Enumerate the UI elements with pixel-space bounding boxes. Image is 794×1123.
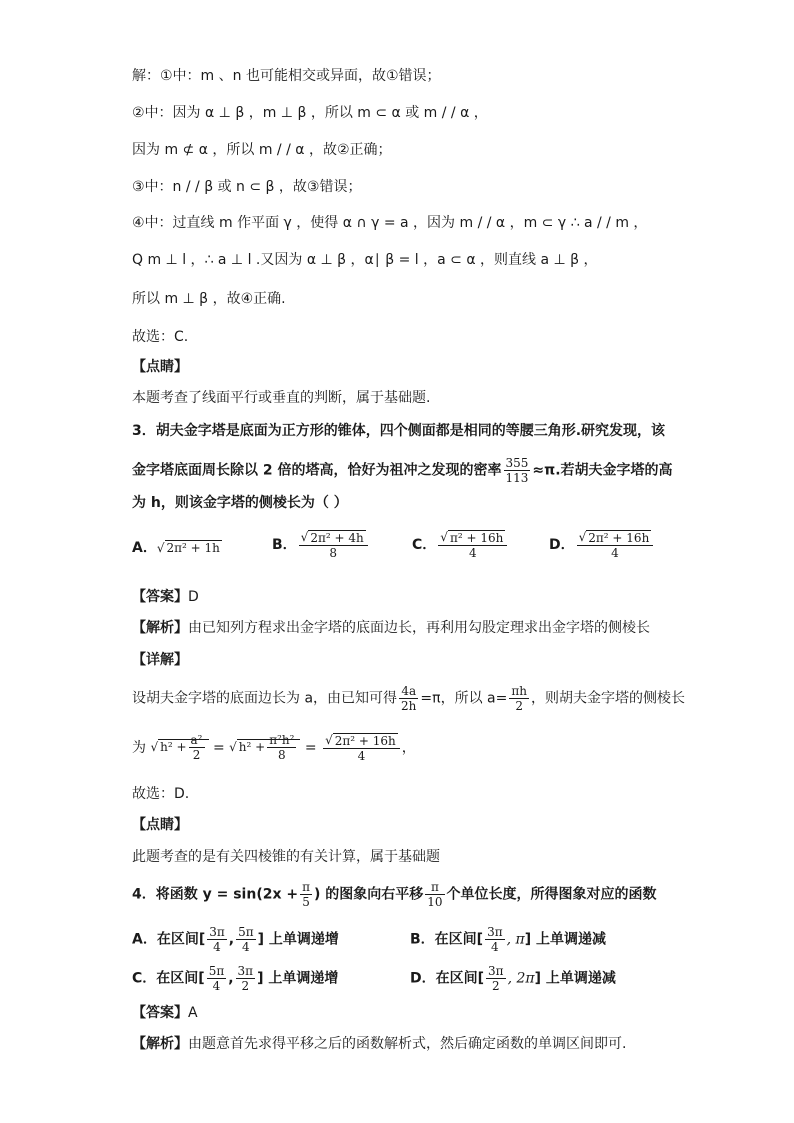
q4-option-a-label: A．在区间[ bbox=[132, 931, 206, 948]
q3-detail-f2-num: πh bbox=[511, 684, 527, 698]
q4-option-a-f1-num: 3π bbox=[209, 925, 225, 939]
q3-ratio-fraction bbox=[504, 456, 531, 485]
q3-stem-line-2 bbox=[132, 456, 673, 485]
q3-calc-r2-a: h² + bbox=[238, 740, 266, 755]
q3-option-b bbox=[272, 530, 370, 560]
q3-option-c-fraction: $\frac{\text{√ π² + 16h}}{4}$ bbox=[438, 530, 507, 560]
q4-analysis-text: 由题意首先求得平移之后的函数解析式，然后确定函数的单调区间即可. bbox=[188, 1036, 627, 1052]
q4-stem-f1-num: π bbox=[302, 880, 310, 894]
q4-analysis-line bbox=[132, 1034, 626, 1054]
solution-line-2: ②中：因为 α ⊥ β ，m ⊥ β ，所以 m ⊂ α 或 m / / α ， bbox=[132, 105, 488, 121]
q3-ratio-den: 113 bbox=[505, 471, 529, 485]
q3-detail-tag: 【详解】 bbox=[132, 652, 188, 668]
q4-option-b-text: ] 上单调递减 bbox=[524, 931, 606, 948]
q3-option-c bbox=[412, 530, 509, 560]
q3-detail-f2-den: 2 bbox=[515, 699, 523, 713]
q3-detail-line bbox=[132, 684, 685, 713]
q3-option-a-label: A． bbox=[132, 540, 157, 556]
q3-answer-tag: 【答案】 bbox=[132, 589, 188, 605]
q3-calc-r1-num: a² bbox=[190, 733, 203, 748]
solution-line-4: ③中：n / / β 或 n ⊂ β ，故③错误； bbox=[132, 179, 362, 195]
q4-option-d-label: D．在区间[ bbox=[410, 970, 485, 987]
q3-calc-eq-1: = bbox=[212, 739, 225, 756]
solution-line-1: 解：①中：m 、n 也可能相交或异面，故①错误； bbox=[132, 68, 441, 84]
q3-stem-text-a: 金字塔底面周长除以 2 倍的塔高，恰好为祖冲之发现的密率 bbox=[132, 462, 502, 479]
q3-option-c-num: π² + 16h bbox=[449, 530, 504, 545]
q3-note-heading: 【点睛】 bbox=[132, 817, 188, 833]
solution-line-5: ④中：过直线 m 作平面 γ ，使得 α ∩ γ = a ，因为 m / / α ，m ⊂ γ ∴ a / / m ， bbox=[132, 215, 648, 231]
q4-answer-value: A bbox=[188, 1005, 198, 1021]
q3-option-a-radicand: 2π² + 1h bbox=[166, 541, 220, 555]
q3-option-d-fraction: $\frac{\text{√ 2π² + 16h}}{4}$ bbox=[577, 530, 654, 560]
q3-detail-fraction-1 bbox=[399, 684, 418, 713]
note-text: 本题考查了线面平行或垂直的判断，属于基础题. bbox=[132, 390, 431, 406]
q4-stem bbox=[132, 880, 657, 909]
q4-option-d bbox=[410, 964, 616, 993]
q3-detail-fraction-2 bbox=[509, 684, 529, 713]
q4-option-b-f1-num: 3π bbox=[487, 925, 503, 939]
q4-option-b-f1-den: 4 bbox=[491, 940, 499, 954]
select-line: 故选：C. bbox=[132, 329, 189, 345]
q3-calc-r1-a: h² + bbox=[160, 740, 187, 755]
q4-option-d-text: ] 上单调递减 bbox=[534, 970, 616, 987]
q3-calc-result: $\frac{\text{√ 2π² + 16h}}{4}$ bbox=[323, 733, 400, 763]
q4-option-b-label: B．在区间[ bbox=[410, 931, 484, 948]
q3-calc-result-den: 4 bbox=[357, 748, 366, 763]
q3-option-c-den: 4 bbox=[468, 545, 477, 560]
q3-detail-text-b: =π，所以 a= bbox=[420, 690, 508, 707]
q3-stem-line-1: 3．胡夫金字塔是底面为正方形的锥体，四个侧面都是相同的等腰三角形.研究发现，该 bbox=[132, 423, 666, 439]
q3-calc-eq-2: = bbox=[304, 739, 317, 756]
q4-option-c-f2-num: 3π bbox=[237, 964, 254, 978]
q4-answer-tag: 【答案】 bbox=[132, 1005, 188, 1021]
q3-analysis-line bbox=[132, 618, 650, 638]
q3-option-d-num: 2π² + 16h bbox=[588, 530, 650, 545]
q4-option-d-tail: , 2π bbox=[507, 970, 535, 987]
q4-stem-f2-num: π bbox=[425, 880, 444, 895]
q3-calc-prefix: 为 bbox=[132, 739, 146, 756]
q4-option-c-f1-num: 5π bbox=[208, 964, 225, 978]
solution-line-3: 因为 m ⊄ α ，所以 m / / α ，故②正确； bbox=[132, 142, 392, 158]
q3-answer-line bbox=[132, 587, 199, 607]
q4-stem-b: ) 的图象向右平移 bbox=[313, 886, 424, 903]
q4-stem-fraction-1 bbox=[300, 880, 312, 909]
q3-calc-result-num: 2π² + 16h bbox=[334, 733, 396, 748]
q4-option-c-label: C．在区间[ bbox=[132, 970, 205, 987]
q3-calc-r2-num: π²h² bbox=[269, 733, 295, 748]
q3-select-line: 故选：D. bbox=[132, 786, 190, 802]
q4-option-a: A．在区间[ $\frac{3\pi}{4}$ , $\frac{5\pi}{4}$ ] 上单调递增 bbox=[132, 925, 339, 954]
q3-calc-root-1: √ h² + $\frac{\text{a²}}{2}$ bbox=[150, 733, 208, 762]
q3-detail-f1-num: 4a bbox=[399, 684, 418, 699]
q3-calc-r2-den: 8 bbox=[278, 748, 286, 763]
q3-detail-text-a: 设胡夫金字塔的底面边长为 a，由已知可得 bbox=[132, 690, 398, 707]
q4-option-a-f2-den: 4 bbox=[242, 940, 250, 954]
q4-option-c-f2-den: 2 bbox=[241, 979, 250, 993]
q4-stem-fraction-2 bbox=[425, 880, 444, 909]
q3-ratio-num: 355 bbox=[505, 456, 529, 470]
q4-option-c: C．在区间[ $\frac{5\pi}{4}$ , $\frac{3\pi}{2}$ ] 上单调递增 bbox=[132, 964, 339, 993]
q3-calc-root-2: √ h² + $\frac{\text{π²h²}}{8}$ bbox=[229, 733, 300, 762]
q4-analysis-tag: 【解析】 bbox=[132, 1036, 188, 1052]
q4-option-a-f2-num: 5π bbox=[238, 925, 254, 939]
q3-option-b-label: B． bbox=[272, 536, 297, 553]
q3-calc-end: ， bbox=[401, 739, 416, 756]
q4-option-c-text: ] 上单调递增 bbox=[257, 970, 339, 987]
q4-stem-f1-den: 5 bbox=[302, 895, 310, 909]
q3-calc-line bbox=[132, 733, 416, 763]
q3-option-b-fraction: $\frac{\text{√ 2π² + 4h}}{8}$ bbox=[299, 530, 368, 560]
q4-option-a-f1-den: 4 bbox=[213, 940, 221, 954]
q4-option-d-f1-den: 2 bbox=[491, 979, 500, 993]
q3-option-c-label: C． bbox=[412, 536, 437, 553]
q3-note-text: 此题考查的是有关四棱锥的有关计算，属于基础题 bbox=[132, 849, 440, 865]
q3-option-b-den: 8 bbox=[329, 545, 338, 560]
q3-stem-text-b: ≈π.若胡夫金字塔的高 bbox=[532, 462, 673, 479]
q4-stem-a: 4．将函数 y = sin(2x + bbox=[132, 886, 299, 903]
q3-option-b-num: 2π² + 4h bbox=[310, 530, 364, 545]
q3-option-d bbox=[549, 530, 655, 560]
q4-option-c-f1-den: 4 bbox=[212, 979, 221, 993]
q3-calc-r1-den: 2 bbox=[192, 748, 201, 763]
q3-option-d-den: 4 bbox=[611, 545, 619, 560]
q3-option-a bbox=[132, 538, 222, 558]
q4-option-b-tail: , π bbox=[506, 931, 525, 948]
solution-line-6: Q m ⊥ l ，∴ a ⊥ l .又因为 α ⊥ β ，α∣ β = l ，a ⊂ α ，则直线 a ⊥ β ， bbox=[132, 252, 598, 268]
q3-option-a-sqrt: √ 2π² + 1h bbox=[156, 541, 220, 555]
note-heading: 【点睛】 bbox=[132, 359, 188, 375]
q3-analysis-text: 由已知列方程求出金字塔的底面边长，再利用勾股定理求出金字塔的侧棱长 bbox=[188, 620, 650, 636]
q3-answer-value: D bbox=[188, 589, 199, 605]
q4-answer-line bbox=[132, 1003, 198, 1023]
q3-stem-line-3: 为 h，则该金字塔的侧棱长为（ ） bbox=[132, 495, 348, 511]
q4-option-b bbox=[410, 925, 606, 954]
q3-analysis-tag: 【解析】 bbox=[132, 620, 188, 636]
q4-option-a-text: ] 上单调递增 bbox=[257, 931, 339, 948]
q4-stem-c: 个单位长度，所得图象对应的函数 bbox=[446, 886, 657, 903]
q3-detail-f1-den: 2h bbox=[401, 699, 417, 713]
q3-detail-text-c: ，则胡夫金字塔的侧棱长 bbox=[530, 690, 685, 707]
q3-option-d-label: D． bbox=[549, 536, 575, 553]
q4-option-d-f1-num: 3π bbox=[488, 964, 504, 978]
q4-stem-f2-den: 10 bbox=[427, 895, 443, 909]
solution-line-7: 所以 m ⊥ β ，故④正确. bbox=[132, 291, 286, 307]
